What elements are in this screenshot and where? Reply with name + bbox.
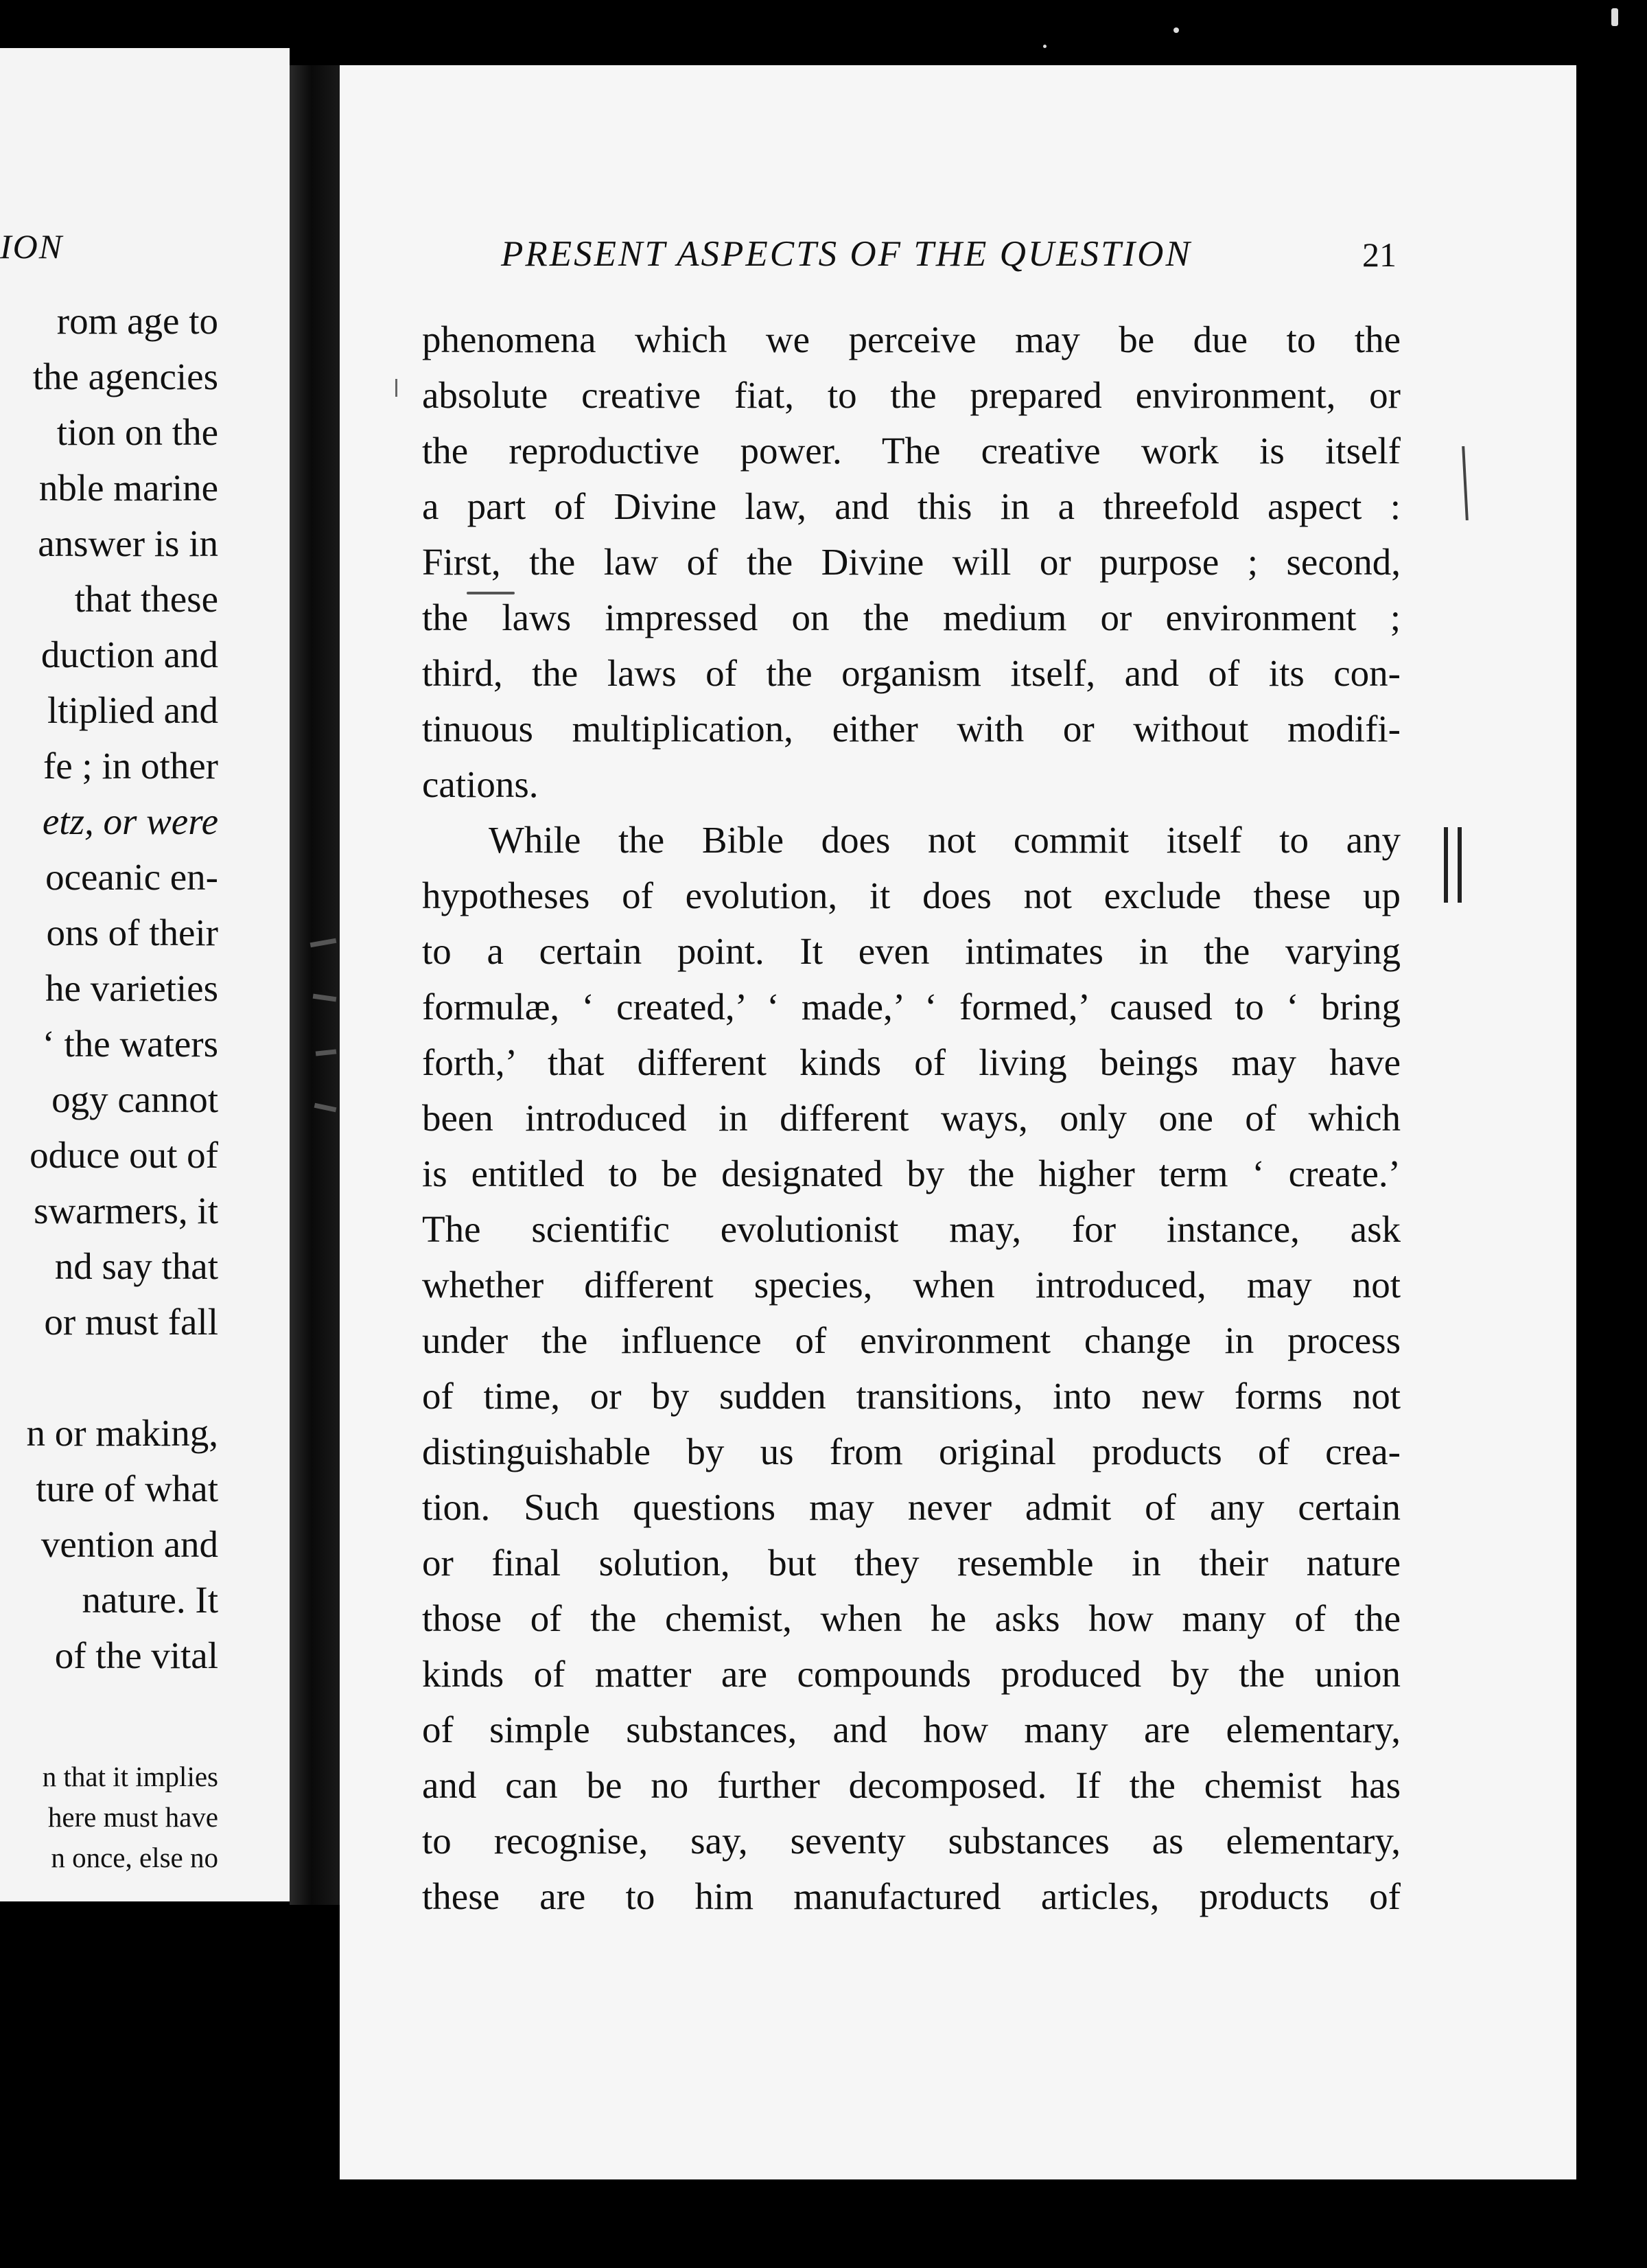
- book-gutter: [290, 65, 344, 1905]
- text-line: tion. Such questions may never admit of any certain: [422, 1486, 1401, 1528]
- text-line: and can be no further decomposed. If the chemist has: [422, 1764, 1401, 1806]
- left-line: duction and: [40, 634, 218, 675]
- left-line: oceanic en-: [45, 856, 218, 898]
- text-line: formulæ, ‘ created,’ ‘ made,’ ‘ formed,’ caused to ‘ bring: [422, 986, 1401, 1028]
- text-line: the laws impressed on the medium or environment ;: [422, 597, 1401, 638]
- scan-speck: [1173, 27, 1179, 33]
- scan-speck: [1611, 8, 1618, 26]
- left-page: [0, 48, 290, 1901]
- left-line: or must fall: [44, 1301, 218, 1343]
- left-line: of the vital: [54, 1634, 218, 1676]
- left-running-head: ION: [0, 227, 64, 266]
- left-footnote-line: n once, else no: [51, 1842, 218, 1873]
- text-line: While the Bible does not commit itself to any: [489, 819, 1401, 861]
- text-line: of simple substances, and how many are elementary,: [422, 1709, 1401, 1750]
- text-line: of time, or by sudden transitions, into new forms not: [422, 1375, 1401, 1417]
- left-line: swarmers, it: [34, 1190, 218, 1231]
- text-line: absolute creative fiat, to the prepared environment, or: [422, 374, 1401, 416]
- left-line: tion on the: [56, 411, 218, 453]
- left-line: oduce out of: [30, 1134, 218, 1176]
- text-line: phenomena which we perceive may be due to the: [422, 319, 1401, 360]
- left-line: ‘ the waters: [42, 1023, 218, 1065]
- text-line: The scientific evolutionist may, for instance, ask: [422, 1208, 1401, 1250]
- text-line: those of the chemist, when he asks how many of the: [422, 1597, 1401, 1639]
- left-line: vention and: [40, 1523, 218, 1565]
- text-line: to recognise, say, seventy substances as elementary,: [422, 1820, 1401, 1862]
- text-line: hypotheses of evolution, it does not exclude these up: [422, 875, 1401, 916]
- text-line: these are to him manufactured articles, products of: [422, 1875, 1401, 1917]
- text-line: forth,’ that different kinds of living beings may have: [422, 1041, 1401, 1083]
- text-line: third, the laws of the organism itself, and of its con-: [422, 652, 1401, 694]
- left-line: nble marine: [38, 467, 218, 509]
- left-line: that these: [74, 578, 218, 620]
- scan-speck: [1043, 45, 1047, 48]
- left-line: answer is in: [38, 522, 218, 564]
- left-line: the agencies: [32, 356, 218, 397]
- left-line: nd say that: [54, 1245, 218, 1287]
- text-line: tinuous multiplication, either with or without modifi-: [422, 708, 1401, 750]
- left-line: ons of their: [46, 912, 218, 953]
- text-line: or final solution, but they resemble in their nature: [422, 1542, 1401, 1584]
- left-line: ogy cannot: [51, 1078, 218, 1120]
- text-line: whether different species, when introduced, may not: [422, 1264, 1401, 1306]
- text-line: First, the law of the Divine will or purpose ; second,: [422, 541, 1401, 583]
- text-line: is entitled to be designated by the higher term ‘ create.’: [422, 1153, 1401, 1194]
- left-line: ltiplied and: [47, 689, 218, 731]
- text-line: a part of Divine law, and this in a threefold aspect :: [422, 485, 1401, 527]
- page-number: 21: [1362, 235, 1397, 274]
- text-line: distinguishable by us from original products of crea-: [422, 1431, 1401, 1472]
- left-line: etz, or were: [42, 800, 218, 842]
- left-line: he varieties: [45, 967, 218, 1009]
- text-line: cations.: [422, 763, 539, 805]
- text-line: under the influence of environment change in process: [422, 1319, 1401, 1361]
- left-line: nature. It: [82, 1579, 218, 1621]
- text-line: the reproductive power. The creative work is itself: [422, 430, 1401, 472]
- left-line: ture of what: [36, 1468, 218, 1509]
- text-line: to a certain point. It even intimates in the varying: [422, 930, 1401, 972]
- left-footnote-line: n that it implies: [42, 1761, 218, 1792]
- text-line: been introduced in different ways, only one of which: [422, 1097, 1401, 1139]
- left-footnote-line: here must have: [47, 1801, 218, 1833]
- left-line: n or making,: [26, 1412, 218, 1454]
- left-line: fe ; in other: [43, 745, 218, 787]
- running-head: PRESENT ASPECTS OF THE QUESTION: [501, 234, 1192, 274]
- text-line: kinds of matter are compounds produced by the union: [422, 1653, 1401, 1695]
- left-line: rom age to: [56, 300, 218, 342]
